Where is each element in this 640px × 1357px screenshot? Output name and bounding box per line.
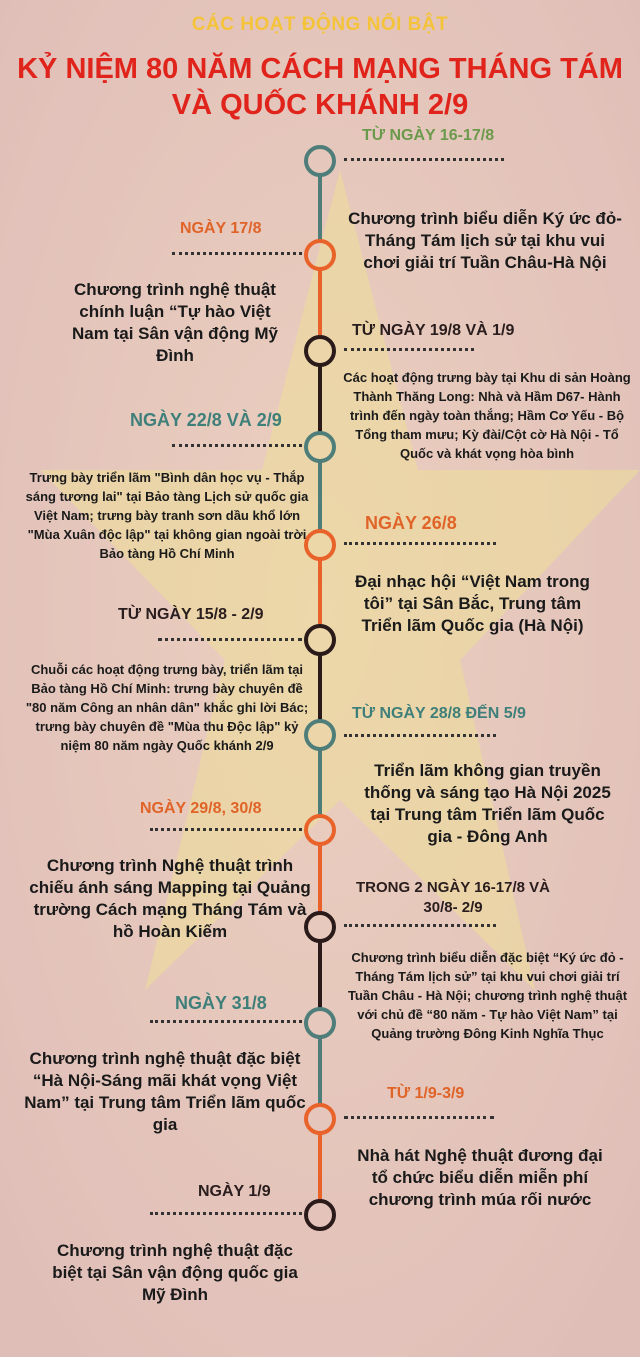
page-title-line1: KỶ NIỆM 80 NĂM CÁCH MẠNG THÁNG TÁM xyxy=(17,53,623,85)
event-description: Chương trình nghệ thuật đặc biệt tại Sân vận động quốc gia Mỹ Đình xyxy=(52,1241,298,1304)
event-date: TỪ NGÀY 28/8 ĐẾN 5/9 xyxy=(352,705,526,722)
event-description: Chương trình Nghệ thuật trình chiếu ánh sáng Mapping tại Quảng trường Cách mạng Tháng Tám và hồ Hoàn Kiếm xyxy=(29,856,311,941)
event-date: TRONG 2 NGÀY 16-17/8 VÀ 30/8- 2/9 xyxy=(356,879,550,916)
timeline-node xyxy=(304,335,336,367)
timeline-node xyxy=(304,1199,336,1231)
event-date: NGÀY 26/8 xyxy=(365,513,457,533)
timeline-node xyxy=(304,145,336,177)
timeline-node xyxy=(304,814,336,846)
timeline-node xyxy=(304,1007,336,1039)
page-title-line2: VÀ QUỐC KHÁNH 2/9 xyxy=(171,89,469,121)
event-description: Chương trình biểu diễn Ký ức đỏ-Tháng Tám lịch sử tại khu vui chơi giải trí Tuần Châu-Hà Nội xyxy=(348,209,622,272)
connector-dots xyxy=(344,734,496,737)
event-date: NGÀY 17/8 xyxy=(180,220,262,237)
event-date: TỪ NGÀY 19/8 VÀ 1/9 xyxy=(352,322,515,339)
event-date: NGÀY 1/9 xyxy=(198,1183,271,1200)
event-date: NGÀY 29/8, 30/8 xyxy=(140,800,262,817)
connector-dots xyxy=(344,924,496,927)
event-date: NGÀY 22/8 VÀ 2/9 xyxy=(130,410,282,430)
event-description: Chuỗi các hoạt động trưng bày, triển lãm tại Bảo tàng Hồ Chí Minh: trưng bày chuyên đề "80 năm Công an nhân dân" khắc ghi lời Bác; trưng bày chuyên đề "Mùa thu Độc lập" kỷ niệm 80 năm ngày Quốc khánh 2/9 xyxy=(25,662,309,753)
event-date: TỪ NGÀY 16-17/8 xyxy=(362,127,495,144)
event-description: Các hoạt động trưng bày tại Khu di sản Hoàng Thành Thăng Long: Nhà và Hầm D67- Hành trình đến ngày toàn thắng; Hầm Cơ Yếu - Bộ Tổng tham mưu; Kỳ đài/Cột cờ Hà Nội - Tổ Quốc và khát vọng hòa bình xyxy=(343,370,631,461)
connector-dots xyxy=(150,828,302,831)
event-description: Chương trình nghệ thuật đặc biệt “Hà Nội-Sáng mãi khát vọng Việt Nam” tại Trung tâm Triển lãm quốc gia xyxy=(24,1049,306,1134)
timeline-node xyxy=(304,239,336,271)
event-date-block xyxy=(342,878,564,918)
connector-dots xyxy=(158,638,302,641)
connector-dots xyxy=(150,1212,302,1215)
connector-dots xyxy=(344,542,496,545)
event-description: Đại nhạc hội “Việt Nam trong tôi” tại Sân Bắc, Trung tâm Triển lãm Quốc gia (Hà Nội) xyxy=(355,572,590,635)
event-date: TỪ 1/9-3/9 xyxy=(387,1085,465,1102)
event-description: Trưng bày triển lãm "Bình dân học vụ - Thắp sáng tương lai" tại Bảo tàng Lịch sử quốc gia Việt Nam; trưng bày tranh sơn dầu khổ lớn "Mùa Xuân độc lập" tại không gian ngoài trời Bảo tàng Hồ Chí Minh xyxy=(25,470,309,561)
event-date: TỪ NGÀY 15/8 - 2/9 xyxy=(118,606,264,623)
connector-dots xyxy=(344,158,504,161)
timeline-node xyxy=(304,431,336,463)
event-description: Chương trình biểu diễn đặc biệt “Ký ức đỏ - Tháng Tám lịch sử” tại khu vui chơi giải trí Tuần Châu - Hà Nội; chương trình nghệ thuật với chủ đề “80 năm - Tự hào Việt Nam” tại Quảng trường Đông Kinh Nghĩa Thục xyxy=(347,950,628,1041)
timeline-node xyxy=(304,624,336,656)
event-date: NGÀY 31/8 xyxy=(175,993,267,1013)
event-description: Chương trình nghệ thuật chính luận “Tự hào Việt Nam tại Sân vận động Mỹ Đình xyxy=(72,280,278,365)
connector-dots xyxy=(344,1116,494,1119)
subtitle: CÁC HOẠT ĐỘNG NỔI BẬT xyxy=(191,14,449,35)
connector-dots xyxy=(172,444,302,447)
connector-dots xyxy=(344,348,474,351)
event-description: Nhà hát Nghệ thuật đương đại tổ chức biểu diễn miễn phí chương trình múa rối nước xyxy=(357,1146,603,1209)
event-description: Triển lãm không gian truyền thống và sáng tạo Hà Nội 2025 tại Trung tâm Triển lãm Quốc gia - Đông Anh xyxy=(364,761,611,846)
connector-dots xyxy=(172,252,302,255)
connector-dots xyxy=(150,1020,302,1023)
